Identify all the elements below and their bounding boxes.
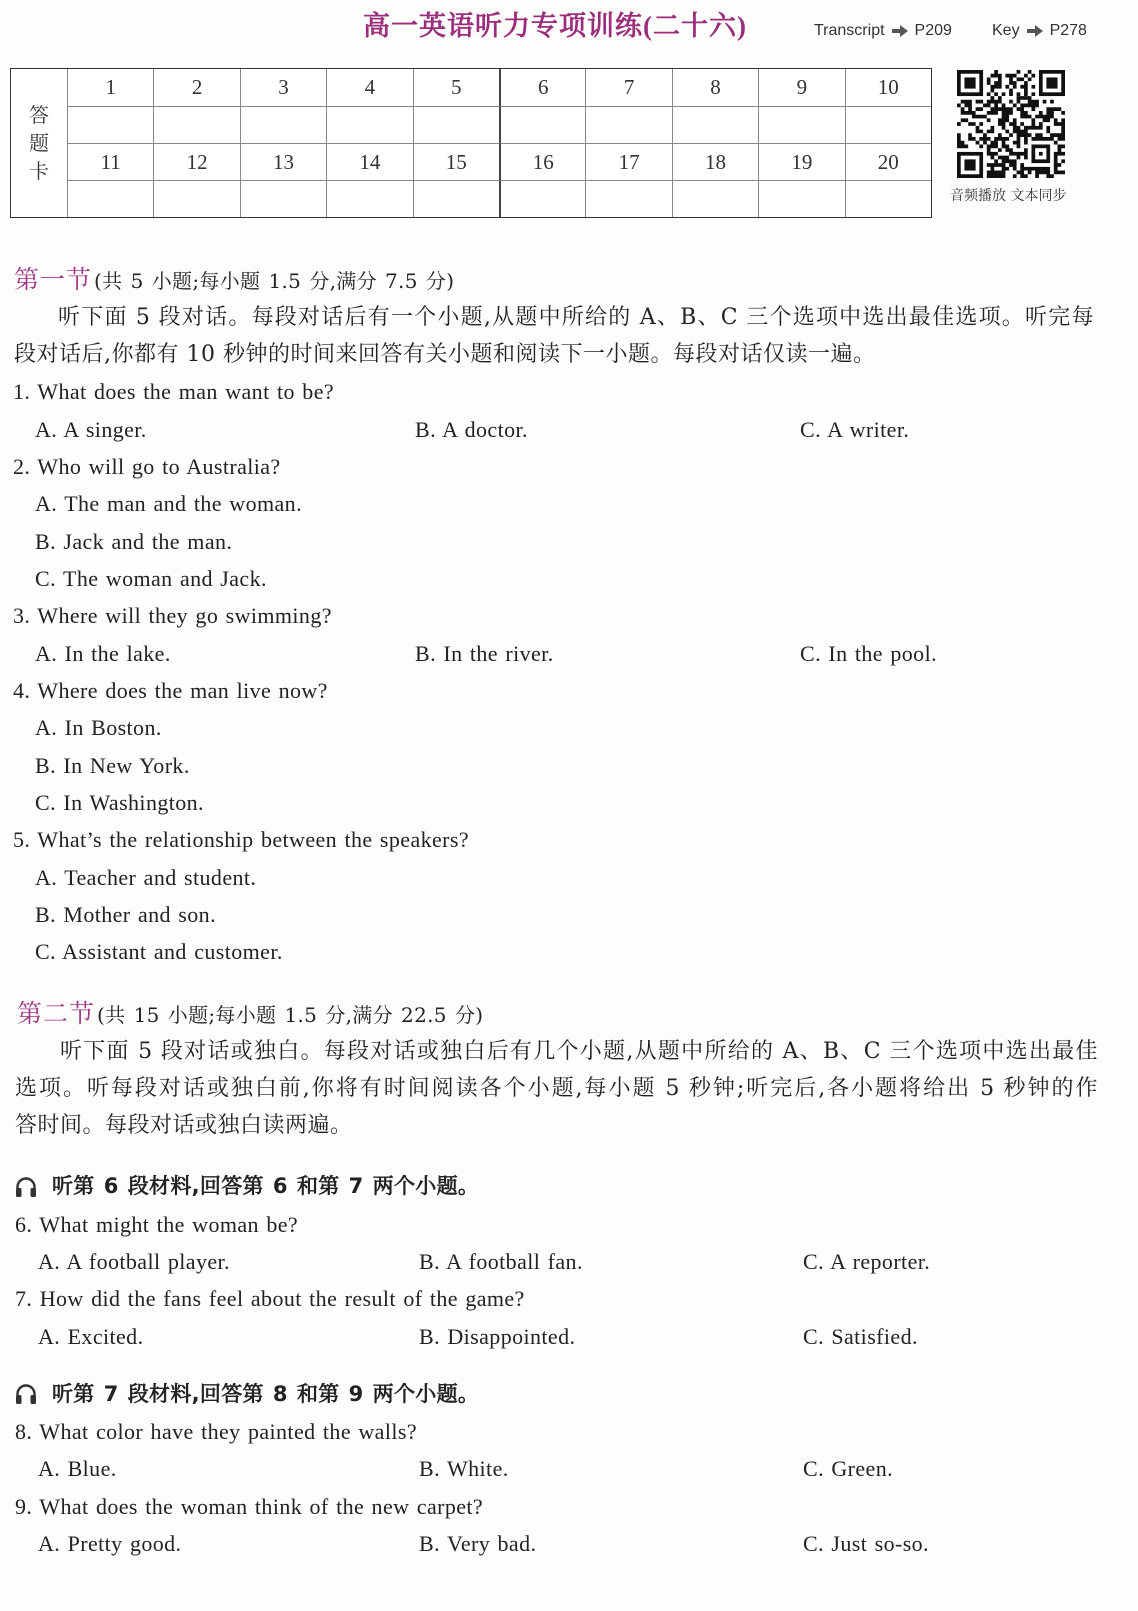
key-label: Key	[992, 22, 1020, 39]
instruction-line: 段对话后,你都有 10 秒钟的时间来回答有关小题和阅读下一小题。每段对话仅读一遍。	[14, 341, 876, 367]
option-b: B. Mother and son.	[35, 901, 216, 927]
answer-number-cell: 1	[67, 69, 153, 106]
answer-blank-cell	[326, 106, 412, 143]
answer-card-label	[11, 69, 67, 217]
option-b: B. Jack and the man.	[35, 528, 233, 554]
answer-blank-cell	[413, 106, 499, 143]
option-c: C. In the pool.	[800, 640, 937, 666]
group-prompt	[0, 1376, 1138, 1413]
arrow-right-icon	[892, 25, 908, 37]
transcript-label: Transcript	[814, 22, 885, 39]
answer-blank-cell	[67, 180, 153, 217]
question-stem: 9. What does the woman think of the new carpet?	[15, 1493, 484, 1519]
qr-finder-bottom-left	[957, 152, 983, 178]
answer-blank-cell	[153, 180, 239, 217]
answer-blank-cell	[240, 106, 326, 143]
answer-blank-cell	[240, 180, 326, 217]
question-stem: 1. What does the man want to be?	[13, 379, 335, 405]
answer-blank-cell	[758, 180, 844, 217]
headphones-icon	[14, 1383, 38, 1405]
option-b: B. In New York.	[35, 752, 190, 778]
option-b: B. A doctor.	[415, 416, 528, 442]
question-stem: 3. Where will they go swimming?	[13, 603, 332, 629]
section-title: 第二节	[17, 999, 96, 1029]
answer-number-cell: 10	[845, 69, 931, 106]
answer-blank-cell	[845, 106, 931, 143]
qr-finder-top-right	[1039, 70, 1065, 96]
answer-blank-cell	[413, 180, 499, 217]
section-instructions	[15, 1033, 1098, 1145]
option-a: A. Blue.	[38, 1456, 117, 1482]
option-row	[0, 1243, 1138, 1280]
arrow-right-icon	[1027, 25, 1043, 37]
section-1	[0, 261, 1138, 970]
answer-card-label-char: 题	[29, 131, 49, 155]
qr-caption: 音频播放 文本同步	[950, 188, 1067, 204]
section-heading	[0, 995, 1138, 1032]
answer-number-cell: 20	[845, 143, 931, 180]
option-row	[0, 411, 1138, 448]
option-a: A. A singer.	[35, 416, 147, 442]
section-title: 第一节	[14, 265, 93, 295]
option-c: C. Assistant and customer.	[35, 939, 283, 965]
option-c: C. A writer.	[800, 416, 910, 442]
qr-finder-top-left	[957, 70, 983, 96]
option-a: A. In Boston.	[35, 715, 162, 741]
listening-group	[0, 1168, 1138, 1355]
group-prompt-text: 听第 6 段材料,回答第 6 和第 7 两个小题。	[52, 1174, 480, 1199]
option-b: B. Disappointed.	[419, 1323, 576, 1349]
answer-blank-cell	[585, 180, 671, 217]
group-prompt-text: 听第 7 段材料,回答第 8 和第 9 两个小题。	[52, 1381, 480, 1406]
answer-card-label-char: 卡	[29, 159, 49, 183]
exam-content	[0, 261, 1138, 1562]
option-row	[0, 1318, 1138, 1355]
section-note: (共 5 小题;每小题 1.5 分,满分 7.5 分)	[94, 269, 455, 294]
option-row	[0, 635, 1138, 672]
answer-card	[10, 68, 932, 218]
answer-number-cell: 18	[672, 143, 758, 180]
option-c: C. In Washington.	[35, 789, 204, 815]
answer-number-cell: 2	[153, 69, 239, 106]
answer-number-cell: 13	[240, 143, 326, 180]
answer-blank-cell	[67, 106, 153, 143]
option-c: C. Green.	[803, 1456, 894, 1482]
option-a: A. In the lake.	[35, 640, 171, 666]
option-a: A. Pretty good.	[38, 1530, 182, 1556]
instruction-line: 选项。听每段对话或独白前,你将有时间阅读各个小题,每小题 5 秒钟;听完后,各小题将给出 5 秒钟的作	[15, 1075, 1098, 1101]
question-stem: 5. What’s the relationship between the speakers?	[13, 827, 470, 853]
answer-number-cell: 4	[326, 69, 412, 106]
answer-number-cell: 8	[672, 69, 758, 106]
group-prompt	[0, 1168, 1138, 1205]
key-reference	[992, 19, 1087, 43]
option-c: C. A reporter.	[803, 1248, 931, 1274]
answer-blank-cell	[499, 106, 585, 143]
instruction-line: 听下面 5 段对话或独白。每段对话或独白后有几个小题,从题中所给的 A、B、C 三个选项中选出最佳	[60, 1038, 1098, 1064]
question-stem: 2. Who will go to Australia?	[13, 453, 281, 479]
answer-number-cell: 15	[413, 143, 499, 180]
option-a: A. The man and the woman.	[35, 491, 302, 517]
answer-card-label-char: 答	[29, 103, 49, 127]
qr-alignment-pattern	[1031, 144, 1050, 163]
headphones-icon	[14, 1176, 38, 1198]
question-stem: 4. Where does the man live now?	[13, 677, 328, 703]
question-stem: 8. What color have they painted the walls?	[15, 1418, 417, 1444]
answer-blank-cell	[758, 106, 844, 143]
answer-number-cell: 19	[758, 143, 844, 180]
instruction-line: 答时间。每段对话或独白读两遍。	[15, 1113, 353, 1139]
option-a: A. Teacher and student.	[35, 864, 257, 890]
option-b: B. White.	[419, 1456, 509, 1482]
answer-number-cell: 3	[240, 69, 326, 106]
option-c: C. Just so-so.	[803, 1530, 929, 1556]
answer-number-cell: 16	[499, 143, 585, 180]
answer-number-cell: 6	[499, 69, 585, 106]
option-c: C. The woman and Jack.	[35, 565, 267, 591]
question-stem: 6. What might the woman be?	[15, 1211, 299, 1237]
answer-blank-cell	[845, 180, 931, 217]
option-b: B. A football fan.	[419, 1248, 583, 1274]
transcript-page: P209	[914, 22, 952, 39]
answer-number-cell: 12	[153, 143, 239, 180]
qr-code	[957, 70, 1065, 178]
answer-blank-cell	[585, 106, 671, 143]
option-c: C. Satisfied.	[803, 1323, 918, 1349]
listening-group	[0, 1376, 1138, 1563]
question-stem: 7. How did the fans feel about the result of the game?	[15, 1286, 525, 1312]
page-title: 高一英语听力专项训练(二十六)	[363, 11, 747, 41]
answer-blank-cell	[499, 180, 585, 217]
option-row	[0, 1525, 1138, 1562]
answer-number-cell: 14	[326, 143, 412, 180]
option-a: A. A football player.	[38, 1248, 230, 1274]
answer-number-cell: 11	[67, 143, 153, 180]
answer-blank-cell	[672, 180, 758, 217]
option-a: A. Excited.	[38, 1323, 144, 1349]
key-page: P278	[1049, 22, 1087, 39]
option-row	[0, 1450, 1138, 1487]
option-b: B. Very bad.	[419, 1530, 537, 1556]
transcript-reference	[814, 19, 952, 43]
answer-number-cell: 17	[585, 143, 671, 180]
answer-blank-cell	[672, 106, 758, 143]
option-b: B. In the river.	[415, 640, 554, 666]
answer-number-cell: 5	[413, 69, 499, 106]
answer-blank-cell	[326, 180, 412, 217]
answer-number-cell: 7	[585, 69, 671, 106]
section-2	[0, 995, 1138, 1562]
section-note: (共 15 小题;每小题 1.5 分,满分 22.5 分)	[97, 1003, 484, 1028]
answer-blank-cell	[153, 106, 239, 143]
answer-number-cell: 9	[758, 69, 844, 106]
section-heading	[0, 261, 1138, 298]
section-instructions	[14, 299, 1094, 374]
instruction-line: 听下面 5 段对话。每段对话后有一个小题,从题中所给的 A、B、C 三个选项中选出最佳选项。听完每	[58, 304, 1094, 330]
